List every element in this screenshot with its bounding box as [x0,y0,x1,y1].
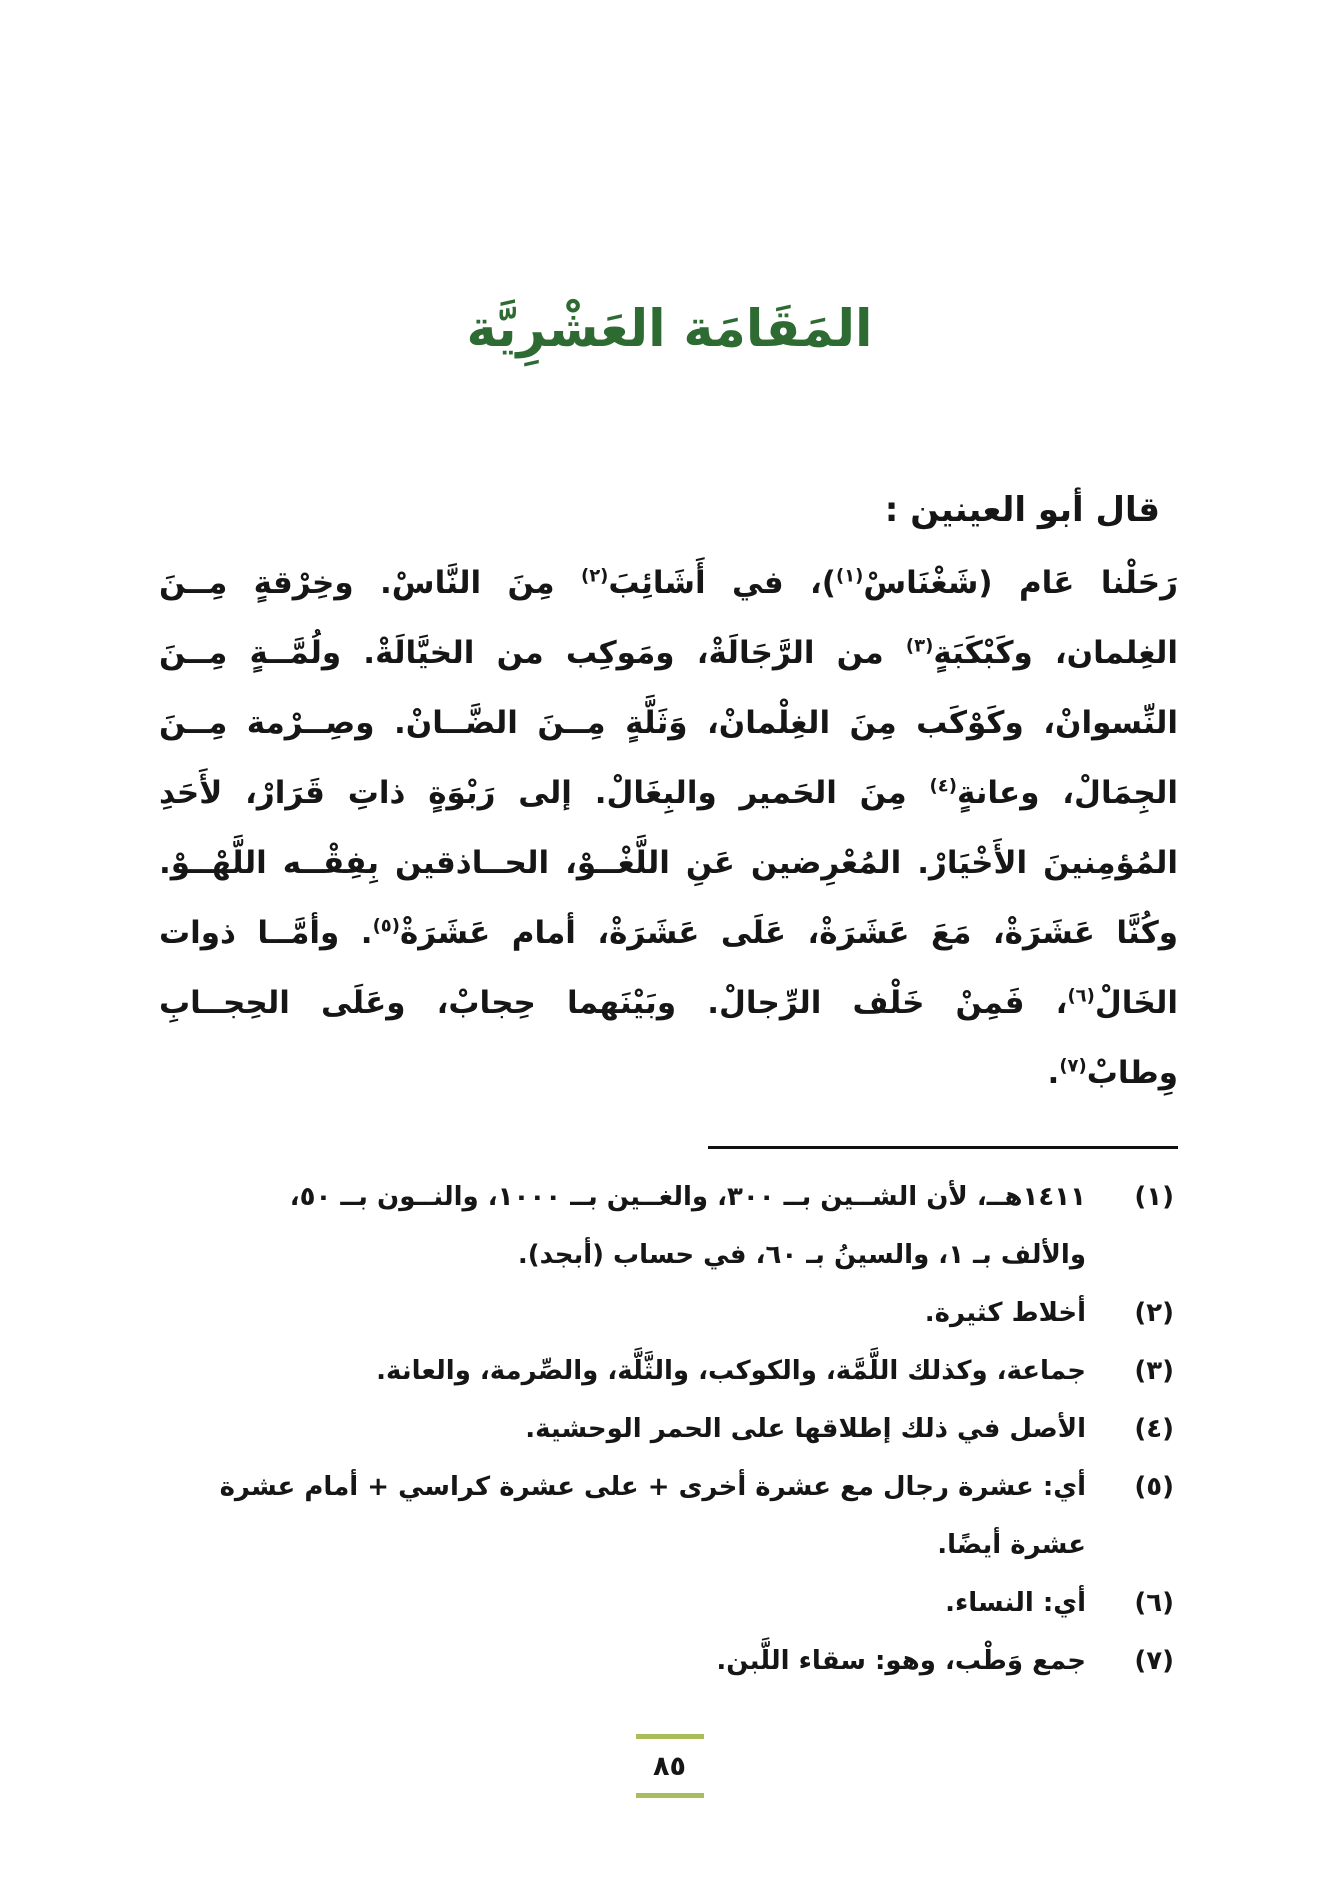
footnote-separator [708,1146,1178,1149]
footnote-text: أخلاط كثيرة. [924,1298,1086,1328]
footnote-text: أي: عشرة رجال مع عشرة أخرى + على عشرة كراسي + أمام عشرة عشرة أيضًا. [219,1472,1086,1560]
footnote-text: أي: النساء. [945,1588,1086,1618]
footnote-marker: (٤) [929,775,957,797]
footnote-marker: (٧) [1059,1055,1087,1077]
footnote-text: جماعة، وكذلك اللَّمَّة، والكوكب، والثَّلَّة، والصِّرمة، والعانة. [376,1356,1086,1386]
footnote-number: (٤) [1134,1414,1174,1444]
footnote-marker: (٦) [1067,985,1095,1007]
footnote-number: (٧) [1134,1646,1174,1676]
footnote-number: (٣) [1134,1356,1174,1386]
body-line: رَحَلْنا عَام (شَغْنَاسْ$^{(١)}$)، في أَشَائِبَ$^{(٢)}$ مِنَ النَّاسْ. وخِرْقةٍ مِــنَ [159,565,1178,601]
footnote-item [159,1632,1178,1690]
footnote-text: ١٤١١هــ، لأن الشــين بــ ٣٠٠، والغــين بــ ١٠٠٠، والنــون بــ ٥٠، والألف بـ ١، والسينُ بـ ٦٠، في حساب (أبجد). [289,1182,1086,1270]
body-line: المُؤمِنينَ الأَخْيَارْ. المُعْرِضين عَنِ اللَّغْــوْ، الحــاذقين بِفِقْــه اللَّهْــوْ. [159,845,1178,881]
footnote-text: الأصل في ذلك إطلاقها على الحمر الوحشية. [525,1414,1086,1444]
footnote-item [159,1284,1178,1342]
footer-rule-top [636,1734,704,1739]
body-line: وكُنَّا عَشَرَةْ، مَعَ عَشَرَةْ، عَلَى عَشَرَةْ، أمام عَشَرَةْ$^{(٥)}$. وأمَّــا ذوات [159,915,1178,951]
body-text [159,548,1178,1108]
intro-line: قال أبو العينين : [884,490,1160,530]
footnote-item [159,1168,1178,1284]
body-line: النِّسوانْ، وكَوْكَب مِنَ الغِلْمانْ، وَثَلَّةٍ مِــنَ الضَّــانْ. وصِــرْمة مِــنَ [159,705,1178,741]
footnote-item [159,1458,1178,1574]
page-number: ٨٥ [653,1751,686,1782]
body-line: الخَالْ$^{(٦)}$، فَمِنْ خَلْف الرِّجالْ. وبَيْنَهما حِجابْ، وعَلَى الحِجــابِ [159,985,1178,1021]
footnote-number: (٥) [1134,1472,1174,1502]
page-footer [0,1734,1339,1798]
footnote-marker: (٢) [580,565,609,587]
footnote-item [159,1342,1178,1400]
footnote-item [159,1574,1178,1632]
body-line: وِطابْ$^{(٧)}$. [1047,1055,1178,1091]
footnote-marker: (٣) [905,635,934,657]
footnote-marker: (١) [835,565,864,587]
footnote-number: (٦) [1134,1588,1174,1618]
footnote-number: (٢) [1134,1298,1174,1328]
footnotes [159,1168,1178,1690]
page-title: المَقَامَة العَشْرِيَّة [466,300,873,360]
footnote-item [159,1400,1178,1458]
footer-rule-bottom [636,1793,704,1798]
footnote-number: (١) [1134,1182,1174,1212]
footnote-text: جمع وَطْب، وهو: سقاء اللَّبن. [716,1646,1086,1676]
footnote-marker: (٥) [372,915,400,937]
body-line: الغِلمان، وكَبْكَبَةٍ$^{(٣)}$ من الرَّجَالَةْ، ومَوكِب من الخيَّالَةْ. ولُمَّــةٍ مِــنَ [159,635,1178,671]
body-line: الجِمَالْ، وعانةٍ$^{(٤)}$ مِنَ الحَمير والبِغَالْ. إلى رَبْوَةٍ ذاتِ قَرَارْ، لأَحَدِ [159,775,1178,811]
